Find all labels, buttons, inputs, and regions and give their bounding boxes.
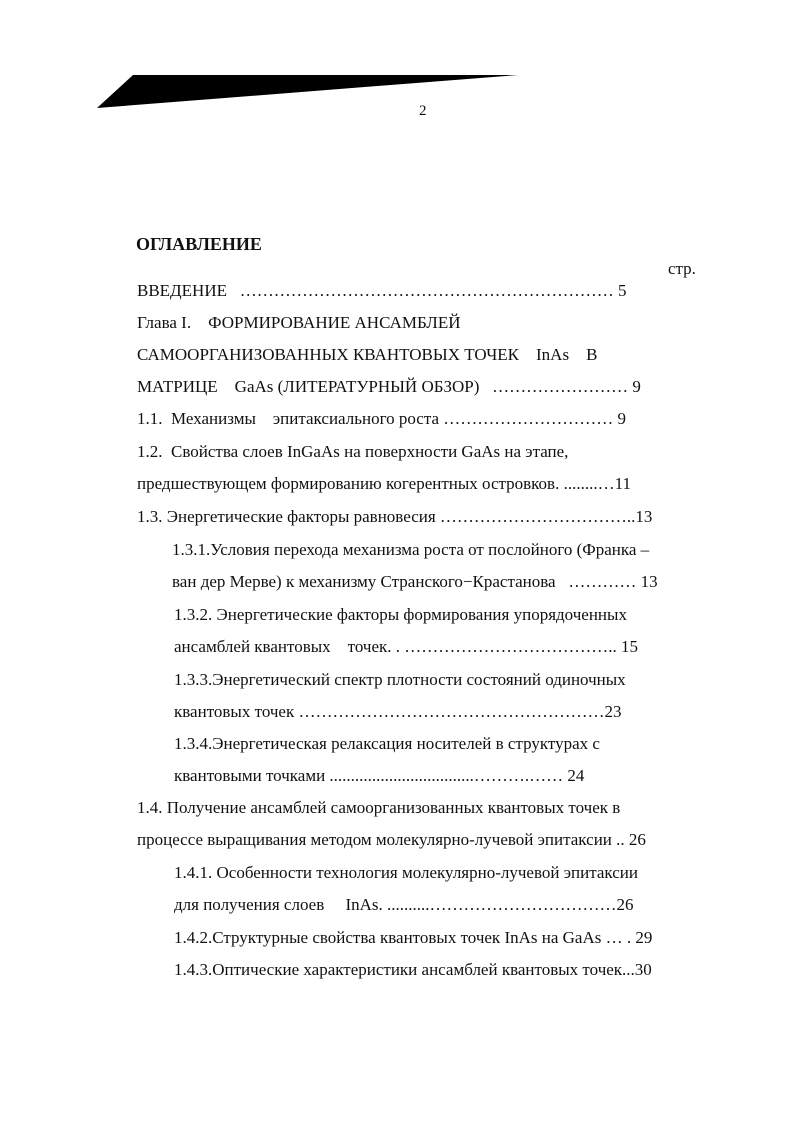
page-number: 2 (419, 103, 427, 119)
toc-entry-1-2-line-2: предшествующем формированию когерентных островков. ........…11 (137, 474, 631, 493)
toc-entry-chapter-1-line-3: МАТРИЦЕ GaAs (ЛИТЕРАТУРНЫЙ ОБЗОР) …………………… 9 (137, 377, 641, 396)
toc-entry-1-3-2-line-2: ансамблей квантовых точек. . ……………………………….. 15 (174, 637, 639, 656)
toc-entry-1-3-1-line-2: ван дер Мерве) к механизму Странского−Крастанова ………… 13 (172, 572, 658, 591)
toc-entry-1-3-3-line-2: квантовых точек ………………………………………………23 (174, 702, 622, 721)
toc-entry-1-1: 1.1. Механизмы эпитаксиального роста ………………………… 9 (137, 409, 627, 428)
toc-entry-1-3-4-line-1: 1.3.4.Энергетическая релаксация носителей в структурах с (174, 734, 600, 753)
toc-entry-1-4-line-1: 1.4. Получение ансамблей самоорганизованных квантовых точек в (137, 798, 621, 817)
toc-entry-1-3-4-line-2: квантовыми точками ..................................……….…… 24 (174, 766, 585, 785)
scan-artifact-wedge (0, 0, 793, 130)
toc-entry-1-4-3: 1.4.3.Оптические характеристики ансамблей квантовых точек...30 (174, 960, 652, 979)
toc-entry-chapter-1-line-1: Глава I. ФОРМИРОВАНИЕ АНСАМБЛЕЙ (137, 313, 461, 332)
toc-entry-1-3: 1.3. Энергетические факторы равновесия ……………………………..13 (137, 507, 653, 526)
toc-entry-1-4-1-line-1: 1.4.1. Особенности технология молекулярно-лучевой эпитаксии (174, 863, 638, 882)
toc-entry-1-3-1-line-1: 1.3.1.Условия перехода механизма роста от послойного (Франка – (172, 540, 650, 559)
toc-entry-1-4-line-2: процессе выращивания методом молекулярно-лучевой эпитаксии .. 26 (137, 830, 646, 849)
toc-entry-introduction: ВВЕДЕНИЕ ………………………………………………………… 5 (137, 281, 627, 300)
toc-entry-1-4-2: 1.4.2.Структурные свойства квантовых точек InAs на GaAs … . 29 (174, 928, 653, 947)
toc-entry-1-3-3-line-1: 1.3.3.Энергетический спектр плотности состояний одиночных (174, 670, 626, 689)
toc-entry-1-4-1-line-2: для получения слоев InAs. ..........……………………………26 (174, 895, 634, 914)
toc-title: ОГЛАВЛЕНИЕ (136, 234, 262, 254)
toc-entry-chapter-1-line-2: САМООРГАНИЗОВАННЫХ КВАНТОВЫХ ТОЧЕК InAs В (137, 345, 598, 364)
toc-entry-1-2-line-1: 1.2. Свойства слоев InGaAs на поверхности GaAs на этапе, (137, 442, 569, 461)
page-column-label: стр. (668, 259, 696, 278)
toc-entry-1-3-2-line-1: 1.3.2. Энергетические факторы формирования упорядоченных (174, 605, 627, 624)
